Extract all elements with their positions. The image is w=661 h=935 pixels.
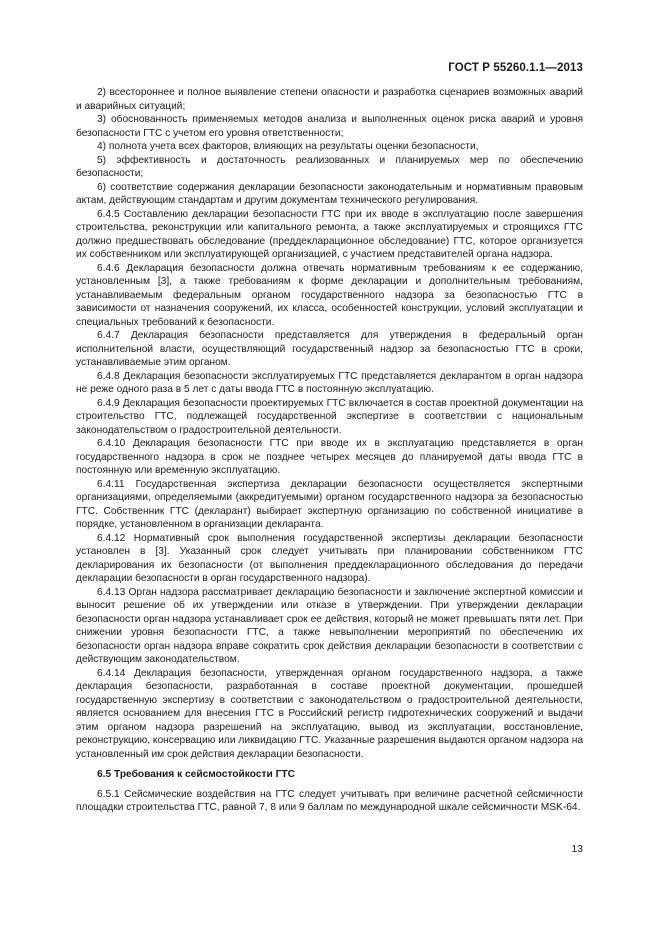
paragraph: 6) соответствие содержания декларации безопасности законодательным и нормативным правовым актам, действующим стандартам и другим документам технического регулирования. <box>76 181 583 206</box>
document-standard-header: ГОСТ Р 55260.1.1—2013 <box>448 62 583 74</box>
paragraph: 4) полнота учета всех факторов, влияющих на результаты оценки безопасности, <box>97 141 479 152</box>
paragraph: 2) всестороннее и полное выявление степени опасности и разработка сценариев возможных аварий и аварийных ситуаций; <box>76 87 583 112</box>
paragraph: 6.4.12 Нормативный срок выполнения государственной экспертизы декларации безопасности установлен в [3]. Указанный срок следует учитывать при планировании собственником ГТС декларирования их безопасности (от выполнения преддекларационного обследования до передачи декларации безопасности в орган государственного надзора). <box>76 532 583 584</box>
paragraph: 6.4.14 Декларация безопасности, утвержденная органом государственного надзора, а также декларация безопасности, разработанная в составе проектной документации, прошедшей государственную экспертизу в соответствии с законодательством о градостроительной деятельности, является основанием для внесения ГТС в Российский регистр гидротехнических сооружений и выдачи этим органом надзора разрешений на эксплуатацию, вывод из эксплуатации, восстановление, реконструкцию, консервацию или ликвидацию ГТС. Указанные разрешения выдаются органом надзора на установленный им срок действия декларации безопасности. <box>76 667 583 760</box>
paragraph: 6.4.8 Декларация безопасности эксплуатируемых ГТС представляется декларантом в орган надзора не реже одного раза в 5 лет с даты ввода ГТС в постоянную эксплуатацию. <box>76 370 583 395</box>
paragraph: 6.4.13 Орган надзора рассматривает декларацию безопасности и заключение экспертной комиссии и выносит решение об их утверждении или отказе в утверждении. При утверждении декларации безопасности орган надзора устанавливает срок ее действия, который не может превышать пяти лет. При снижении уровня безопасности ГТС, а также невыполнении мероприятий по обеспечению их безопасности орган надзора вправе сократить срок действия декларации безопасности в соответствии с действующим законодательством. <box>76 586 583 665</box>
paragraph: 6.4.7 Декларация безопасности представляется для утверждения в федеральный орган исполнительной власти, осуществляющий государственный надзор за безопасностью ГТС в сроки, устанавливаемые этим органом. <box>76 330 583 368</box>
document-body <box>76 86 583 815</box>
paragraph: 6.4.11 Государственная экспертиза декларации безопасности осуществляется экспертными организациями, определяемыми (аккредитуемыми) органом государственного надзора за безопасностью ГТС. Собственник ГТС (декларант) выбирает экспертную организацию по собственной инициативе в порядке, установленном в организации декларанта. <box>76 478 583 530</box>
section-heading: 6.5 Требования к сейсмостойкости ГТС <box>97 769 295 780</box>
paragraph: 6.4.10 Декларация безопасности ГТС при вводе их в эксплуатацию представляется в орган государственного надзора в срок не позднее четырех месяцев до планируемой даты ввода ГТС в постоянную или временную эксплуатацию. <box>76 438 583 476</box>
paragraph: 6.4.9 Декларация безопасности проектируемых ГТС включается в состав проектной документации на строительство ГТС, подлежащей государственной экспертизе в соответствии с национальным законодательством о градостроительной деятельности. <box>76 397 583 436</box>
paragraph: 6.5.1 Сейсмические воздействия на ГТС следует учитывать при величине расчетной сейсмичности площадки строительства ГТС, равной 7, 8 или 9 баллам по международной шкале сейсмичности MSK-64. <box>76 788 583 813</box>
paragraph: 6.4.5 Составлению декларации безопасности ГТС при их вводе в эксплуатацию после завершения строительства, реконструкции или капитального ремонта, а также эксплуатируемых и строящихся ГТС должно предшествовать обследование (преддекларационное обследование) ГТС, которое организуется их собственником или эксплуатирующей организацией, с участием представителей органа надзора. <box>76 208 583 260</box>
paragraph: 3) обоснованность применяемых методов анализа и выполненных оценок риска аварий и уровня безопасности ГТС с учетом его уровня ответственности; <box>76 114 583 139</box>
paragraph: 6.4.6 Декларация безопасности должна отвечать нормативным требованиям к ее содержанию, установленным [3], а также требованиям к форме декларации и дополнительным требованиям, устанавливаемым федеральным органом государственного надзора за безопасностью ГТС в зависимости от назначения сооружений, их класса, особенностей конструкции, условий эксплуатации и специальных требований к безопасности. <box>76 262 583 328</box>
paragraph: 5) эффективность и достаточность реализованных и планируемых мер по обеспечению безопасности; <box>76 154 583 179</box>
page-number: 13 <box>571 843 583 855</box>
